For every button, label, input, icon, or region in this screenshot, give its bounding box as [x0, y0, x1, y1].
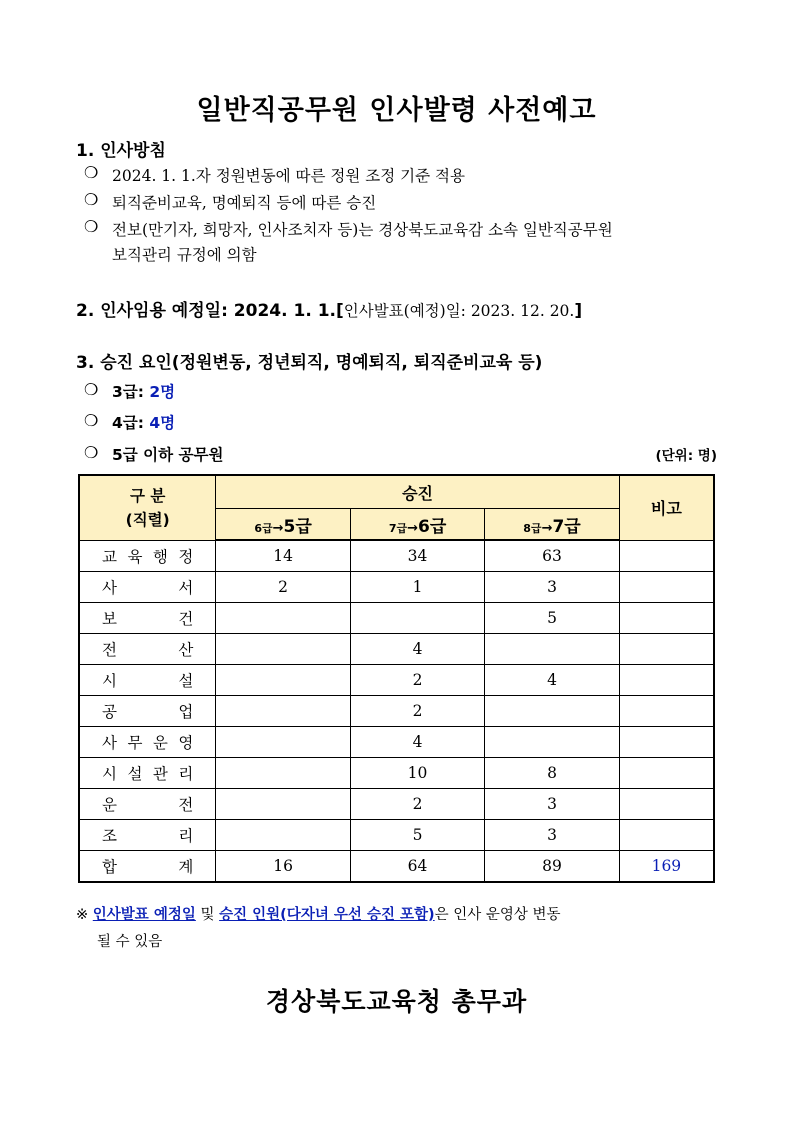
category-char: 사 — [102, 579, 117, 597]
value-8-to-7: 3 — [485, 820, 619, 851]
value-7-to-6: 10 — [350, 758, 484, 789]
footnote-conjunction: 및 — [195, 907, 220, 923]
category-char: 산 — [178, 641, 194, 659]
section3-heading: 3. 승진 요인(정원변동, 정년퇴직, 명예퇴직, 퇴직준비교육 등) — [76, 353, 543, 373]
table-row — [79, 540, 714, 572]
table-row — [79, 665, 714, 696]
value-6-to-5 — [216, 820, 350, 851]
grade3-line — [112, 380, 175, 402]
table-row — [79, 603, 714, 634]
value-8-to-7: 3 — [485, 789, 619, 820]
announcement-date: 인사발표(예정)일: 2023. 12. 20. — [343, 302, 575, 320]
bracket-close: ] — [574, 301, 583, 321]
policy-item-3-continuation: 보직관리 규정에 의함 — [112, 246, 257, 264]
category-char: 공 — [102, 703, 117, 721]
table-row — [79, 727, 714, 758]
category-char: 행 — [152, 547, 168, 566]
category-char: 정 — [178, 547, 194, 566]
category-char: 운 — [102, 796, 117, 814]
category-char: 영 — [178, 734, 194, 752]
arrow-icon: → — [407, 520, 418, 536]
row-category — [79, 727, 216, 758]
footnote-promotion-count: 승진 인원(다자녀 우선 승진 포함) — [219, 907, 435, 923]
remarks-cell — [619, 603, 714, 634]
header-remarks: 비고 — [619, 475, 714, 540]
value-8-to-7: 3 — [485, 572, 619, 603]
grade-to: 5급 — [283, 516, 312, 537]
row-category — [79, 603, 216, 634]
value-7-to-6: 2 — [350, 665, 484, 696]
grade4-label: 4급: — [112, 414, 150, 432]
header-grade-7-to-6 — [350, 509, 484, 541]
table-row — [79, 696, 714, 727]
value-6-to-5 — [216, 603, 350, 634]
category-char: 전 — [102, 641, 117, 659]
row-category — [79, 789, 216, 820]
category-char: 계 — [178, 858, 194, 876]
policy-item-1: 2024. 1. 1.자 정원변동에 따른 정원 조정 기준 적용 — [112, 167, 465, 185]
grade-from: 8급 — [523, 521, 542, 535]
category-char: 관 — [152, 765, 168, 783]
value-6-to-5 — [216, 696, 350, 727]
category-char: 리 — [178, 765, 194, 783]
header-category-line2: (직렬) — [125, 510, 170, 529]
table-row — [79, 758, 714, 789]
document-title: 일반직공무원 인사발령 사전예고 — [196, 95, 597, 126]
section2-heading — [76, 296, 582, 321]
value-8-to-7: 63 — [485, 540, 619, 572]
category-char: 시 — [102, 672, 117, 690]
value-8-to-7: 5 — [485, 603, 619, 634]
value-7-to-6: 4 — [350, 727, 484, 758]
value-7-to-6: 4 — [350, 634, 484, 665]
value-6-to-5 — [216, 789, 350, 820]
row-category — [79, 665, 216, 696]
header-category — [79, 475, 216, 540]
table-row — [79, 851, 714, 883]
value-7-to-6 — [350, 603, 484, 634]
remarks-cell — [619, 820, 714, 851]
value-8-to-7: 4 — [485, 665, 619, 696]
category-char: 서 — [178, 579, 194, 597]
remarks-cell — [619, 665, 714, 696]
category-char: 무 — [127, 734, 143, 752]
row-category — [79, 572, 216, 603]
value-6-to-5: 2 — [216, 572, 350, 603]
remarks-cell — [619, 789, 714, 820]
value-7-to-6: 5 — [350, 820, 484, 851]
issuing-department: 경상북도교육청 총무과 — [265, 987, 528, 1016]
section1-heading: 1. 인사방침 — [76, 141, 166, 161]
value-6-to-5 — [216, 665, 350, 696]
row-category — [79, 540, 216, 572]
remarks-cell — [619, 540, 714, 572]
table-row — [79, 789, 714, 820]
category-char: 교 — [102, 547, 117, 566]
value-6-to-5 — [216, 758, 350, 789]
category-char: 합 — [102, 858, 117, 876]
grade-to: 6급 — [418, 516, 447, 537]
category-char: 건 — [178, 610, 194, 628]
bullet-icon: ❍ — [84, 380, 99, 399]
row-category — [79, 820, 216, 851]
appointment-date: 2. 인사임용 예정일: 2024. 1. 1. — [76, 301, 336, 321]
bullet-icon: ❍ — [84, 163, 99, 182]
value-6-to-5 — [216, 727, 350, 758]
reference-mark-icon: ※ — [76, 907, 93, 923]
footnote — [76, 902, 721, 956]
table-row — [79, 572, 714, 603]
value-7-to-6: 1 — [350, 572, 484, 603]
unit-label: (단위: 명) — [655, 448, 717, 464]
bullet-icon: ❍ — [84, 190, 99, 209]
value-8-to-7 — [485, 727, 619, 758]
category-char: 설 — [178, 672, 194, 690]
category-char: 운 — [152, 734, 168, 752]
bracket-open: [ — [335, 301, 344, 321]
value-8-to-7 — [485, 696, 619, 727]
value-7-to-6: 2 — [350, 696, 484, 727]
grade4-line — [112, 411, 175, 433]
grade-to: 7급 — [552, 516, 581, 537]
grade3-value: 2명 — [149, 383, 176, 401]
policy-item-2: 퇴직준비교육, 명예퇴직 등에 따른 승진 — [112, 194, 377, 212]
table-row — [79, 820, 714, 851]
category-char: 시 — [102, 765, 117, 783]
remarks-cell — [619, 727, 714, 758]
row-category — [79, 696, 216, 727]
grade3-label: 3급: — [112, 383, 150, 401]
value-6-to-5: 16 — [216, 851, 350, 883]
arrow-icon: → — [272, 520, 284, 536]
header-grade-8-to-7 — [485, 509, 619, 541]
table-row — [79, 634, 714, 665]
category-char: 설 — [127, 765, 143, 783]
remarks-cell — [619, 572, 714, 603]
category-char: 사 — [102, 734, 117, 752]
grade4-value: 4명 — [149, 414, 176, 432]
footnote-announcement-date: 인사발표 예정일 — [92, 907, 196, 923]
category-char: 업 — [178, 703, 194, 721]
bullet-icon: ❍ — [84, 217, 99, 236]
row-category — [79, 851, 216, 883]
row-category — [79, 758, 216, 789]
header-grade-6-to-5 — [216, 509, 350, 541]
remarks-cell — [619, 758, 714, 789]
remarks-cell — [619, 696, 714, 727]
promotion-table — [78, 474, 715, 883]
value-7-to-6: 34 — [350, 540, 484, 572]
remarks-cell: 169 — [619, 851, 714, 883]
bullet-icon: ❍ — [84, 443, 99, 462]
category-char: 조 — [102, 827, 117, 845]
value-7-to-6: 2 — [350, 789, 484, 820]
remarks-cell — [619, 634, 714, 665]
category-char: 육 — [127, 547, 143, 566]
grade-from: 6급 — [254, 521, 273, 535]
footnote-tail: 은 인사 운영상 변동 — [434, 907, 561, 923]
policy-item-3: 전보(만기자, 희망자, 인사조치자 등)는 경상북도교육감 소속 일반직공무원 — [112, 221, 613, 239]
arrow-icon: → — [541, 520, 553, 536]
header-promotion: 승진 — [216, 475, 619, 509]
grade-from: 7급 — [388, 521, 408, 535]
value-6-to-5 — [216, 634, 350, 665]
bullet-icon: ❍ — [84, 411, 99, 430]
value-6-to-5: 14 — [216, 540, 350, 572]
category-char: 전 — [178, 796, 194, 814]
category-char: 리 — [178, 827, 194, 845]
footnote-line2: 될 수 있음 — [97, 934, 163, 950]
value-8-to-7: 89 — [485, 851, 619, 883]
footnote-line1 — [76, 902, 721, 929]
row-category — [79, 634, 216, 665]
grade5-label: 5급 이하 공무원 — [112, 446, 224, 464]
value-8-to-7: 8 — [485, 758, 619, 789]
category-char: 보 — [102, 610, 117, 628]
value-8-to-7 — [485, 634, 619, 665]
value-7-to-6: 64 — [350, 851, 484, 883]
header-category-line1: 구 분 — [130, 486, 166, 505]
